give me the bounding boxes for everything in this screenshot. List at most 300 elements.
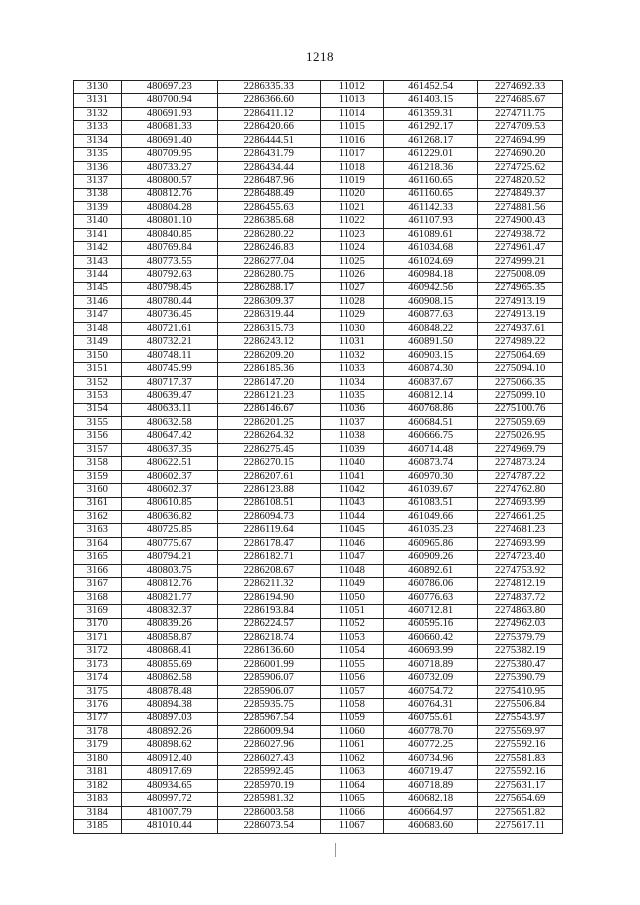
y-coordinate-a-cell: 2286488.49 bbox=[217, 188, 320, 201]
x-coordinate-b-cell: 460755.61 bbox=[384, 712, 478, 725]
x-coordinate-b-cell: 460712.81 bbox=[384, 605, 478, 618]
y-coordinate-b-cell: 2275654.69 bbox=[478, 793, 563, 806]
y-coordinate-a-cell: 2286246.83 bbox=[217, 242, 320, 255]
y-coordinate-b-cell: 2274937.61 bbox=[478, 322, 563, 335]
x-coordinate-a-cell: 480691.93 bbox=[121, 107, 217, 120]
y-coordinate-a-cell: 2285981.32 bbox=[217, 793, 320, 806]
x-coordinate-b-cell: 460812.14 bbox=[384, 390, 478, 403]
y-coordinate-a-cell: 2286455.63 bbox=[217, 201, 320, 214]
point-number-a-cell: 3147 bbox=[74, 309, 122, 322]
y-coordinate-b-cell: 2275506.84 bbox=[478, 699, 563, 712]
x-coordinate-a-cell: 480647.42 bbox=[121, 430, 217, 443]
y-coordinate-a-cell: 2286243.12 bbox=[217, 336, 320, 349]
point-number-b-cell: 11017 bbox=[320, 148, 384, 161]
x-coordinate-a-cell: 480917.69 bbox=[121, 766, 217, 779]
x-coordinate-b-cell: 460873.74 bbox=[384, 457, 478, 470]
x-coordinate-a-cell: 480997.72 bbox=[121, 793, 217, 806]
y-coordinate-b-cell: 2274709.53 bbox=[478, 121, 563, 134]
point-number-a-cell: 3139 bbox=[74, 201, 122, 214]
y-coordinate-a-cell: 2286182.71 bbox=[217, 551, 320, 564]
x-coordinate-a-cell: 480773.55 bbox=[121, 255, 217, 268]
point-number-b-cell: 11037 bbox=[320, 416, 384, 429]
x-coordinate-a-cell: 480801.10 bbox=[121, 215, 217, 228]
x-coordinate-a-cell: 480862.58 bbox=[121, 672, 217, 685]
point-number-a-cell: 3150 bbox=[74, 349, 122, 362]
table-row bbox=[74, 161, 563, 174]
table-row bbox=[74, 739, 563, 752]
x-coordinate-b-cell: 460754.72 bbox=[384, 685, 478, 698]
x-coordinate-a-cell: 480769.84 bbox=[121, 242, 217, 255]
point-number-a-cell: 3145 bbox=[74, 282, 122, 295]
y-coordinate-b-cell: 2274787.22 bbox=[478, 470, 563, 483]
point-number-b-cell: 11013 bbox=[320, 94, 384, 107]
x-coordinate-b-cell: 460683.60 bbox=[384, 820, 478, 833]
x-coordinate-a-cell: 480733.27 bbox=[121, 161, 217, 174]
table-row bbox=[74, 779, 563, 792]
y-coordinate-b-cell: 2274999.21 bbox=[478, 255, 563, 268]
point-number-a-cell: 3143 bbox=[74, 255, 122, 268]
table-row bbox=[74, 537, 563, 550]
y-coordinate-a-cell: 2286027.43 bbox=[217, 752, 320, 765]
table-row bbox=[74, 188, 563, 201]
table-row bbox=[74, 242, 563, 255]
x-coordinate-a-cell: 480700.94 bbox=[121, 94, 217, 107]
page-number: 1218 bbox=[306, 49, 334, 64]
y-coordinate-b-cell: 2274849.37 bbox=[478, 188, 563, 201]
table-row bbox=[74, 524, 563, 537]
point-number-b-cell: 11040 bbox=[320, 457, 384, 470]
x-coordinate-a-cell: 480602.37 bbox=[121, 470, 217, 483]
y-coordinate-a-cell: 2286280.22 bbox=[217, 228, 320, 241]
point-number-b-cell: 11064 bbox=[320, 779, 384, 792]
point-number-b-cell: 11067 bbox=[320, 820, 384, 833]
y-coordinate-b-cell: 2275008.09 bbox=[478, 269, 563, 282]
point-number-b-cell: 11054 bbox=[320, 645, 384, 658]
y-coordinate-b-cell: 2274693.99 bbox=[478, 537, 563, 550]
y-coordinate-b-cell: 2274661.25 bbox=[478, 511, 563, 524]
y-coordinate-b-cell: 2274900.43 bbox=[478, 215, 563, 228]
y-coordinate-a-cell: 2285906.07 bbox=[217, 672, 320, 685]
x-coordinate-a-cell: 481010.44 bbox=[121, 820, 217, 833]
point-number-a-cell: 3172 bbox=[74, 645, 122, 658]
x-coordinate-b-cell: 461049.66 bbox=[384, 511, 478, 524]
x-coordinate-b-cell: 460909.26 bbox=[384, 551, 478, 564]
point-number-b-cell: 11058 bbox=[320, 699, 384, 712]
table-row bbox=[74, 806, 563, 819]
point-number-a-cell: 3168 bbox=[74, 591, 122, 604]
point-number-b-cell: 11026 bbox=[320, 269, 384, 282]
table-row bbox=[74, 121, 563, 134]
x-coordinate-b-cell: 460942.56 bbox=[384, 282, 478, 295]
point-number-a-cell: 3161 bbox=[74, 497, 122, 510]
x-coordinate-b-cell: 461218.36 bbox=[384, 161, 478, 174]
y-coordinate-b-cell: 2274913.19 bbox=[478, 296, 563, 309]
y-coordinate-a-cell: 2286146.67 bbox=[217, 403, 320, 416]
x-coordinate-a-cell: 480725.85 bbox=[121, 524, 217, 537]
x-coordinate-b-cell: 460772.25 bbox=[384, 739, 478, 752]
x-coordinate-a-cell: 480912.40 bbox=[121, 752, 217, 765]
table-row bbox=[74, 349, 563, 362]
table-row bbox=[74, 430, 563, 443]
y-coordinate-b-cell: 2275026.95 bbox=[478, 430, 563, 443]
y-coordinate-b-cell: 2274711.75 bbox=[478, 107, 563, 120]
y-coordinate-a-cell: 2286431.79 bbox=[217, 148, 320, 161]
point-number-b-cell: 11065 bbox=[320, 793, 384, 806]
x-coordinate-a-cell: 480798.45 bbox=[121, 282, 217, 295]
y-coordinate-a-cell: 2286185.36 bbox=[217, 363, 320, 376]
y-coordinate-b-cell: 2275382.19 bbox=[478, 645, 563, 658]
x-coordinate-b-cell: 461452.54 bbox=[384, 81, 478, 94]
table-row bbox=[74, 81, 563, 94]
x-coordinate-b-cell: 461083.51 bbox=[384, 497, 478, 510]
y-coordinate-b-cell: 2274962.03 bbox=[478, 618, 563, 631]
point-number-b-cell: 11032 bbox=[320, 349, 384, 362]
y-coordinate-b-cell: 2275592.16 bbox=[478, 739, 563, 752]
table-row bbox=[74, 269, 563, 282]
point-number-a-cell: 3165 bbox=[74, 551, 122, 564]
table-row bbox=[74, 134, 563, 147]
table-row bbox=[74, 457, 563, 470]
x-coordinate-b-cell: 460903.15 bbox=[384, 349, 478, 362]
point-number-a-cell: 3163 bbox=[74, 524, 122, 537]
y-coordinate-b-cell: 2275094.10 bbox=[478, 363, 563, 376]
x-coordinate-a-cell: 480709.95 bbox=[121, 148, 217, 161]
table-row bbox=[74, 645, 563, 658]
point-number-b-cell: 11041 bbox=[320, 470, 384, 483]
y-coordinate-b-cell: 2275066.35 bbox=[478, 376, 563, 389]
y-coordinate-a-cell: 2286194.90 bbox=[217, 591, 320, 604]
x-coordinate-a-cell: 480934.65 bbox=[121, 779, 217, 792]
point-number-a-cell: 3166 bbox=[74, 564, 122, 577]
x-coordinate-a-cell: 480792.63 bbox=[121, 269, 217, 282]
table-row bbox=[74, 228, 563, 241]
y-coordinate-a-cell: 2286319.44 bbox=[217, 309, 320, 322]
point-number-b-cell: 11018 bbox=[320, 161, 384, 174]
x-coordinate-a-cell: 480794.21 bbox=[121, 551, 217, 564]
point-number-a-cell: 3130 bbox=[74, 81, 122, 94]
point-number-b-cell: 11020 bbox=[320, 188, 384, 201]
x-coordinate-a-cell: 480732.21 bbox=[121, 336, 217, 349]
table-row bbox=[74, 107, 563, 120]
y-coordinate-b-cell: 2274837.72 bbox=[478, 591, 563, 604]
y-coordinate-a-cell: 2286315.73 bbox=[217, 322, 320, 335]
point-number-a-cell: 3159 bbox=[74, 470, 122, 483]
point-number-b-cell: 11062 bbox=[320, 752, 384, 765]
y-coordinate-b-cell: 2275099.10 bbox=[478, 390, 563, 403]
point-number-b-cell: 11042 bbox=[320, 484, 384, 497]
point-number-b-cell: 11059 bbox=[320, 712, 384, 725]
x-coordinate-b-cell: 460908.15 bbox=[384, 296, 478, 309]
y-coordinate-b-cell: 2274812.19 bbox=[478, 578, 563, 591]
x-coordinate-a-cell: 480633.11 bbox=[121, 403, 217, 416]
point-number-a-cell: 3134 bbox=[74, 134, 122, 147]
point-number-a-cell: 3156 bbox=[74, 430, 122, 443]
x-coordinate-a-cell: 480681.33 bbox=[121, 121, 217, 134]
y-coordinate-b-cell: 2275059.69 bbox=[478, 416, 563, 429]
x-coordinate-a-cell: 480748.11 bbox=[121, 349, 217, 362]
x-coordinate-b-cell: 461142.33 bbox=[384, 201, 478, 214]
point-number-b-cell: 11024 bbox=[320, 242, 384, 255]
x-coordinate-a-cell: 480803.75 bbox=[121, 564, 217, 577]
point-number-a-cell: 3131 bbox=[74, 94, 122, 107]
y-coordinate-a-cell: 2286335.33 bbox=[217, 81, 320, 94]
x-coordinate-b-cell: 460684.51 bbox=[384, 416, 478, 429]
y-coordinate-b-cell: 2274969.79 bbox=[478, 443, 563, 456]
y-coordinate-b-cell: 2274725.62 bbox=[478, 161, 563, 174]
x-coordinate-a-cell: 480721.61 bbox=[121, 322, 217, 335]
y-coordinate-a-cell: 2286411.12 bbox=[217, 107, 320, 120]
x-coordinate-a-cell: 480632.58 bbox=[121, 416, 217, 429]
point-number-a-cell: 3184 bbox=[74, 806, 122, 819]
table-row bbox=[74, 618, 563, 631]
y-coordinate-a-cell: 2286385.68 bbox=[217, 215, 320, 228]
point-number-a-cell: 3157 bbox=[74, 443, 122, 456]
y-coordinate-a-cell: 2286211.32 bbox=[217, 578, 320, 591]
x-coordinate-a-cell: 480894.38 bbox=[121, 699, 217, 712]
x-coordinate-b-cell: 460874.30 bbox=[384, 363, 478, 376]
x-coordinate-b-cell: 460595.16 bbox=[384, 618, 478, 631]
y-coordinate-b-cell: 2275581.83 bbox=[478, 752, 563, 765]
table-row bbox=[74, 497, 563, 510]
x-coordinate-a-cell: 480717.37 bbox=[121, 376, 217, 389]
point-number-a-cell: 3146 bbox=[74, 296, 122, 309]
point-number-b-cell: 11066 bbox=[320, 806, 384, 819]
point-number-b-cell: 11045 bbox=[320, 524, 384, 537]
x-coordinate-b-cell: 460666.75 bbox=[384, 430, 478, 443]
y-coordinate-b-cell: 2274762.80 bbox=[478, 484, 563, 497]
point-number-b-cell: 11057 bbox=[320, 685, 384, 698]
point-number-a-cell: 3170 bbox=[74, 618, 122, 631]
y-coordinate-a-cell: 2286444.51 bbox=[217, 134, 320, 147]
point-number-a-cell: 3173 bbox=[74, 658, 122, 671]
x-coordinate-b-cell: 461024.69 bbox=[384, 255, 478, 268]
y-coordinate-a-cell: 2285970.19 bbox=[217, 779, 320, 792]
point-number-b-cell: 11043 bbox=[320, 497, 384, 510]
point-number-b-cell: 11028 bbox=[320, 296, 384, 309]
table-row bbox=[74, 605, 563, 618]
y-coordinate-a-cell: 2286119.64 bbox=[217, 524, 320, 537]
point-number-a-cell: 3154 bbox=[74, 403, 122, 416]
y-coordinate-a-cell: 2286073.54 bbox=[217, 820, 320, 833]
table-row bbox=[74, 322, 563, 335]
x-coordinate-b-cell: 460776.63 bbox=[384, 591, 478, 604]
table-row bbox=[74, 282, 563, 295]
y-coordinate-b-cell: 2274694.99 bbox=[478, 134, 563, 147]
y-coordinate-b-cell: 2274685.67 bbox=[478, 94, 563, 107]
table-row bbox=[74, 309, 563, 322]
x-coordinate-a-cell: 481007.79 bbox=[121, 806, 217, 819]
table-row bbox=[74, 484, 563, 497]
point-number-b-cell: 11015 bbox=[320, 121, 384, 134]
table-row bbox=[74, 820, 563, 833]
table-row bbox=[74, 551, 563, 564]
point-number-b-cell: 11021 bbox=[320, 201, 384, 214]
point-number-b-cell: 11063 bbox=[320, 766, 384, 779]
x-coordinate-b-cell: 461039.67 bbox=[384, 484, 478, 497]
table-row bbox=[74, 363, 563, 376]
x-coordinate-b-cell: 461292.17 bbox=[384, 121, 478, 134]
x-coordinate-b-cell: 460714.48 bbox=[384, 443, 478, 456]
y-coordinate-b-cell: 2275379.79 bbox=[478, 631, 563, 644]
table-row bbox=[74, 726, 563, 739]
point-number-a-cell: 3171 bbox=[74, 631, 122, 644]
y-coordinate-a-cell: 2286288.17 bbox=[217, 282, 320, 295]
y-coordinate-a-cell: 2285992.45 bbox=[217, 766, 320, 779]
table-row bbox=[74, 470, 563, 483]
point-number-a-cell: 3180 bbox=[74, 752, 122, 765]
y-coordinate-a-cell: 2286193.84 bbox=[217, 605, 320, 618]
point-number-b-cell: 11022 bbox=[320, 215, 384, 228]
point-number-a-cell: 3140 bbox=[74, 215, 122, 228]
x-coordinate-a-cell: 480839.26 bbox=[121, 618, 217, 631]
point-number-a-cell: 3151 bbox=[74, 363, 122, 376]
y-coordinate-a-cell: 2286309.37 bbox=[217, 296, 320, 309]
y-coordinate-b-cell: 2275651.82 bbox=[478, 806, 563, 819]
table-row bbox=[74, 712, 563, 725]
y-coordinate-b-cell: 2274965.35 bbox=[478, 282, 563, 295]
y-coordinate-b-cell: 2274690.20 bbox=[478, 148, 563, 161]
y-coordinate-b-cell: 2275617.11 bbox=[478, 820, 563, 833]
x-coordinate-b-cell: 460778.70 bbox=[384, 726, 478, 739]
point-number-b-cell: 11019 bbox=[320, 175, 384, 188]
x-coordinate-b-cell: 460719.47 bbox=[384, 766, 478, 779]
y-coordinate-a-cell: 2286224.57 bbox=[217, 618, 320, 631]
x-coordinate-a-cell: 480812.76 bbox=[121, 188, 217, 201]
y-coordinate-a-cell: 2286009.94 bbox=[217, 726, 320, 739]
point-number-a-cell: 3158 bbox=[74, 457, 122, 470]
point-number-b-cell: 11053 bbox=[320, 631, 384, 644]
y-coordinate-b-cell: 2274961.47 bbox=[478, 242, 563, 255]
y-coordinate-b-cell: 2274692.33 bbox=[478, 81, 563, 94]
y-coordinate-b-cell: 2274863.80 bbox=[478, 605, 563, 618]
x-coordinate-b-cell: 460970.30 bbox=[384, 470, 478, 483]
table-row bbox=[74, 175, 563, 188]
point-number-b-cell: 11046 bbox=[320, 537, 384, 550]
x-coordinate-b-cell: 461160.65 bbox=[384, 175, 478, 188]
x-coordinate-b-cell: 460877.63 bbox=[384, 309, 478, 322]
y-coordinate-b-cell: 2275631.17 bbox=[478, 779, 563, 792]
point-number-a-cell: 3179 bbox=[74, 739, 122, 752]
point-number-b-cell: 11047 bbox=[320, 551, 384, 564]
table-row bbox=[74, 631, 563, 644]
point-number-b-cell: 11051 bbox=[320, 605, 384, 618]
point-number-a-cell: 3162 bbox=[74, 511, 122, 524]
table-row bbox=[74, 376, 563, 389]
x-coordinate-b-cell: 461160.65 bbox=[384, 188, 478, 201]
table-row bbox=[74, 336, 563, 349]
x-coordinate-a-cell: 480868.41 bbox=[121, 645, 217, 658]
x-coordinate-a-cell: 480639.47 bbox=[121, 390, 217, 403]
y-coordinate-a-cell: 2286209.20 bbox=[217, 349, 320, 362]
x-coordinate-b-cell: 460682.18 bbox=[384, 793, 478, 806]
y-coordinate-a-cell: 2286277.04 bbox=[217, 255, 320, 268]
table-row bbox=[74, 390, 563, 403]
x-coordinate-b-cell: 460718.89 bbox=[384, 779, 478, 792]
x-coordinate-b-cell: 461229.01 bbox=[384, 148, 478, 161]
x-coordinate-b-cell: 460732.09 bbox=[384, 672, 478, 685]
point-number-a-cell: 3153 bbox=[74, 390, 122, 403]
y-coordinate-a-cell: 2286136.60 bbox=[217, 645, 320, 658]
point-number-a-cell: 3138 bbox=[74, 188, 122, 201]
x-coordinate-a-cell: 480775.67 bbox=[121, 537, 217, 550]
point-number-a-cell: 3149 bbox=[74, 336, 122, 349]
table-row bbox=[74, 215, 563, 228]
y-coordinate-a-cell: 2286366.60 bbox=[217, 94, 320, 107]
y-coordinate-a-cell: 2285967.54 bbox=[217, 712, 320, 725]
x-coordinate-a-cell: 480691.40 bbox=[121, 134, 217, 147]
x-coordinate-b-cell: 460837.67 bbox=[384, 376, 478, 389]
point-number-a-cell: 3142 bbox=[74, 242, 122, 255]
table-row bbox=[74, 511, 563, 524]
point-number-b-cell: 11052 bbox=[320, 618, 384, 631]
point-number-b-cell: 11055 bbox=[320, 658, 384, 671]
y-coordinate-a-cell: 2286420.66 bbox=[217, 121, 320, 134]
point-number-b-cell: 11033 bbox=[320, 363, 384, 376]
point-number-b-cell: 11039 bbox=[320, 443, 384, 456]
y-coordinate-b-cell: 2275100.76 bbox=[478, 403, 563, 416]
y-coordinate-a-cell: 2286121.23 bbox=[217, 390, 320, 403]
y-coordinate-b-cell: 2275064.69 bbox=[478, 349, 563, 362]
table-row bbox=[74, 699, 563, 712]
y-coordinate-a-cell: 2286218.74 bbox=[217, 631, 320, 644]
x-coordinate-b-cell: 460984.18 bbox=[384, 269, 478, 282]
point-number-b-cell: 11014 bbox=[320, 107, 384, 120]
y-coordinate-b-cell: 2275390.79 bbox=[478, 672, 563, 685]
point-number-b-cell: 11056 bbox=[320, 672, 384, 685]
y-coordinate-a-cell: 2286178.47 bbox=[217, 537, 320, 550]
x-coordinate-b-cell: 460786.06 bbox=[384, 578, 478, 591]
x-coordinate-a-cell: 480821.77 bbox=[121, 591, 217, 604]
y-coordinate-b-cell: 2274723.40 bbox=[478, 551, 563, 564]
x-coordinate-a-cell: 480697.23 bbox=[121, 81, 217, 94]
point-number-a-cell: 3144 bbox=[74, 269, 122, 282]
x-coordinate-b-cell: 460660.42 bbox=[384, 631, 478, 644]
y-coordinate-b-cell: 2274820.52 bbox=[478, 175, 563, 188]
x-coordinate-a-cell: 480858.87 bbox=[121, 631, 217, 644]
y-coordinate-a-cell: 2286487.96 bbox=[217, 175, 320, 188]
x-coordinate-b-cell: 460891.50 bbox=[384, 336, 478, 349]
point-number-b-cell: 11038 bbox=[320, 430, 384, 443]
x-coordinate-a-cell: 480745.99 bbox=[121, 363, 217, 376]
y-coordinate-a-cell: 2286207.61 bbox=[217, 470, 320, 483]
point-number-b-cell: 11025 bbox=[320, 255, 384, 268]
point-number-b-cell: 11030 bbox=[320, 322, 384, 335]
y-coordinate-b-cell: 2275569.97 bbox=[478, 726, 563, 739]
x-coordinate-b-cell: 460965.86 bbox=[384, 537, 478, 550]
y-coordinate-a-cell: 2286094.73 bbox=[217, 511, 320, 524]
table-row bbox=[74, 578, 563, 591]
x-coordinate-b-cell: 460693.99 bbox=[384, 645, 478, 658]
y-coordinate-b-cell: 2274881.56 bbox=[478, 201, 563, 214]
y-coordinate-b-cell: 2274873.24 bbox=[478, 457, 563, 470]
y-coordinate-a-cell: 2285935.75 bbox=[217, 699, 320, 712]
y-coordinate-a-cell: 2286264.32 bbox=[217, 430, 320, 443]
coordinates-table-body bbox=[74, 81, 563, 834]
x-coordinate-a-cell: 480878.48 bbox=[121, 685, 217, 698]
scan-mark bbox=[335, 843, 336, 857]
table-row bbox=[74, 201, 563, 214]
point-number-a-cell: 3185 bbox=[74, 820, 122, 833]
x-coordinate-b-cell: 461359.31 bbox=[384, 107, 478, 120]
point-number-a-cell: 3167 bbox=[74, 578, 122, 591]
x-coordinate-b-cell: 461035.23 bbox=[384, 524, 478, 537]
point-number-b-cell: 11048 bbox=[320, 564, 384, 577]
x-coordinate-a-cell: 480855.69 bbox=[121, 658, 217, 671]
point-number-b-cell: 11049 bbox=[320, 578, 384, 591]
point-number-b-cell: 11061 bbox=[320, 739, 384, 752]
point-number-a-cell: 3135 bbox=[74, 148, 122, 161]
x-coordinate-a-cell: 480804.28 bbox=[121, 201, 217, 214]
